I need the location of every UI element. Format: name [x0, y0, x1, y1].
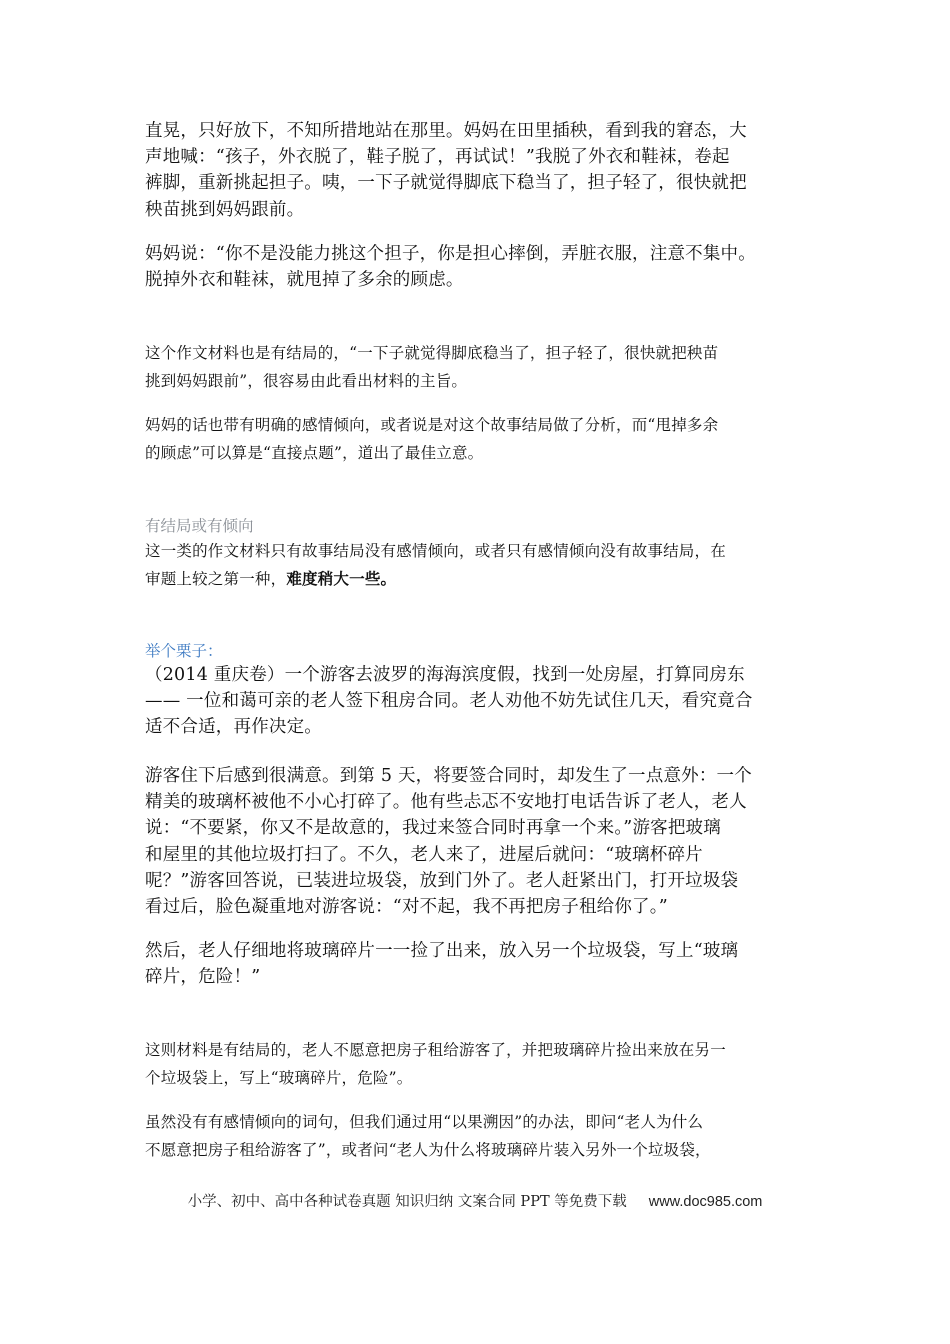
text-line: 虽然没有有感情倾向的词句，但我们通过用“以果溯因”的办法，即问“老人为什么 — [145, 1113, 704, 1131]
paragraph-example-end — [145, 938, 813, 990]
text-line: 秧苗挑到妈妈跟前。 — [145, 199, 305, 220]
text-line: 碎片，危险！” — [145, 967, 261, 988]
text-line: 裤脚，重新挑起担子。咦，一下子就觉得脚底下稳当了，担子轻了，很快就把 — [145, 173, 747, 194]
paragraph-analysis-1 — [145, 340, 813, 395]
text-line: 呢？”游客回答说，已装进垃圾袋，放到门外了。老人赶紧出门，打开垃圾袋 — [145, 870, 739, 891]
text-line: 这个作文材料也是有结局的，“一下子就觉得脚底稳当了，担子轻了，很快就把秧苗 — [145, 344, 719, 362]
text-segment: 审题上较之第一种， — [145, 569, 287, 588]
paragraph-analysis-2 — [145, 412, 813, 467]
text-line: 适不合适，再作决定。 — [145, 717, 322, 738]
text-line — [145, 566, 813, 594]
paragraph-example-body — [145, 763, 813, 920]
text-line: —— 一位和蔼可亲的老人签下租房合同。老人劝他不妨先试住几天，看究竟合 — [145, 691, 753, 712]
section-heading: 有结局或有倾向 — [145, 517, 254, 535]
text-line: 脱掉外衣和鞋袜，就甩掉了多余的顾虑。 — [145, 270, 464, 291]
text-line: 的顾虑”可以算是“直接点题”，道出了最佳立意。 — [145, 443, 484, 462]
text-line: 然后，老人仔细地将玻璃碎片一一捡了出来，放入另一个垃圾袋，写上“玻璃 — [145, 941, 739, 961]
page-footer — [0, 1190, 950, 1211]
paragraph-analysis-3 — [145, 1037, 813, 1092]
paragraph-analysis-4 — [145, 1109, 813, 1164]
text-line: 个垃圾袋上，写上“玻璃碎片，危险”。 — [145, 1068, 413, 1087]
text-line: 妈妈的话也带有明确的感情倾向，或者说是对这个故事结局做了分析，而“甩掉多余 — [145, 416, 719, 434]
text-line: 精美的玻璃杯被他不小心打碎了。他有些忐忑不安地打电话告诉了老人，老人 — [145, 792, 747, 813]
text-line: 这一类的作文材料只有故事结局没有感情倾向，或者只有感情倾向没有故事结局，在 — [145, 542, 726, 560]
paragraph-story-end — [145, 118, 813, 223]
text-line: 看过后，脸色凝重地对游客说：“对不起，我不再把房子租给你了。” — [145, 897, 668, 918]
text-line: （2014 重庆卷）一个游客去波罗的海海滨度假，找到一处房屋，打算同房东 — [145, 665, 745, 685]
text-line: 妈妈说：“你不是没能力挑这个担子，你是担心摔倒，弄脏衣服，注意不集中。 — [145, 244, 756, 264]
emphasis-text: 难度稍大一些。 — [286, 569, 397, 588]
paragraph-category-desc — [145, 538, 813, 593]
text-line: 挑到妈妈跟前”，很容易由此看出材料的主旨。 — [145, 371, 468, 390]
text-line: 说：“不要紧，你又不是故意的，我过来签合同时再拿一个来。”游客把玻璃 — [145, 818, 721, 839]
text-line: 声地喊：“孩子，外衣脱了，鞋子脱了，再试试！”我脱了外衣和鞋袜，卷起 — [145, 147, 730, 168]
paragraph-mother-said — [145, 241, 813, 293]
text-line: 不愿意把房子租给游客了”，或者问“老人为什么将玻璃碎片装入另外一个垃圾袋， — [145, 1140, 711, 1159]
footer-text: 小学、初中、高中各种试卷真题 知识归纳 文案合同 PPT 等免费下载 — [187, 1194, 627, 1210]
example-heading: 举个栗子： — [145, 642, 223, 660]
text-line: 和屋里的其他垃圾打扫了。不久，老人来了，进屋后就问：“玻璃杯碎片 — [145, 844, 703, 865]
text-line: 这则材料是有结局的，老人不愿意把房子租给游客了，并把玻璃碎片捡出来放在另一 — [145, 1041, 726, 1059]
footer-link[interactable]: www.doc985.com — [648, 1194, 763, 1210]
paragraph-example-intro — [145, 662, 813, 741]
text-line: 直晃，只好放下，不知所措地站在那里。妈妈在田里插秧，看到我的窘态，大 — [145, 121, 747, 141]
text-line: 游客住下后感到很满意。到第 5 天，将要签合同时，却发生了一点意外：一个 — [145, 766, 752, 786]
